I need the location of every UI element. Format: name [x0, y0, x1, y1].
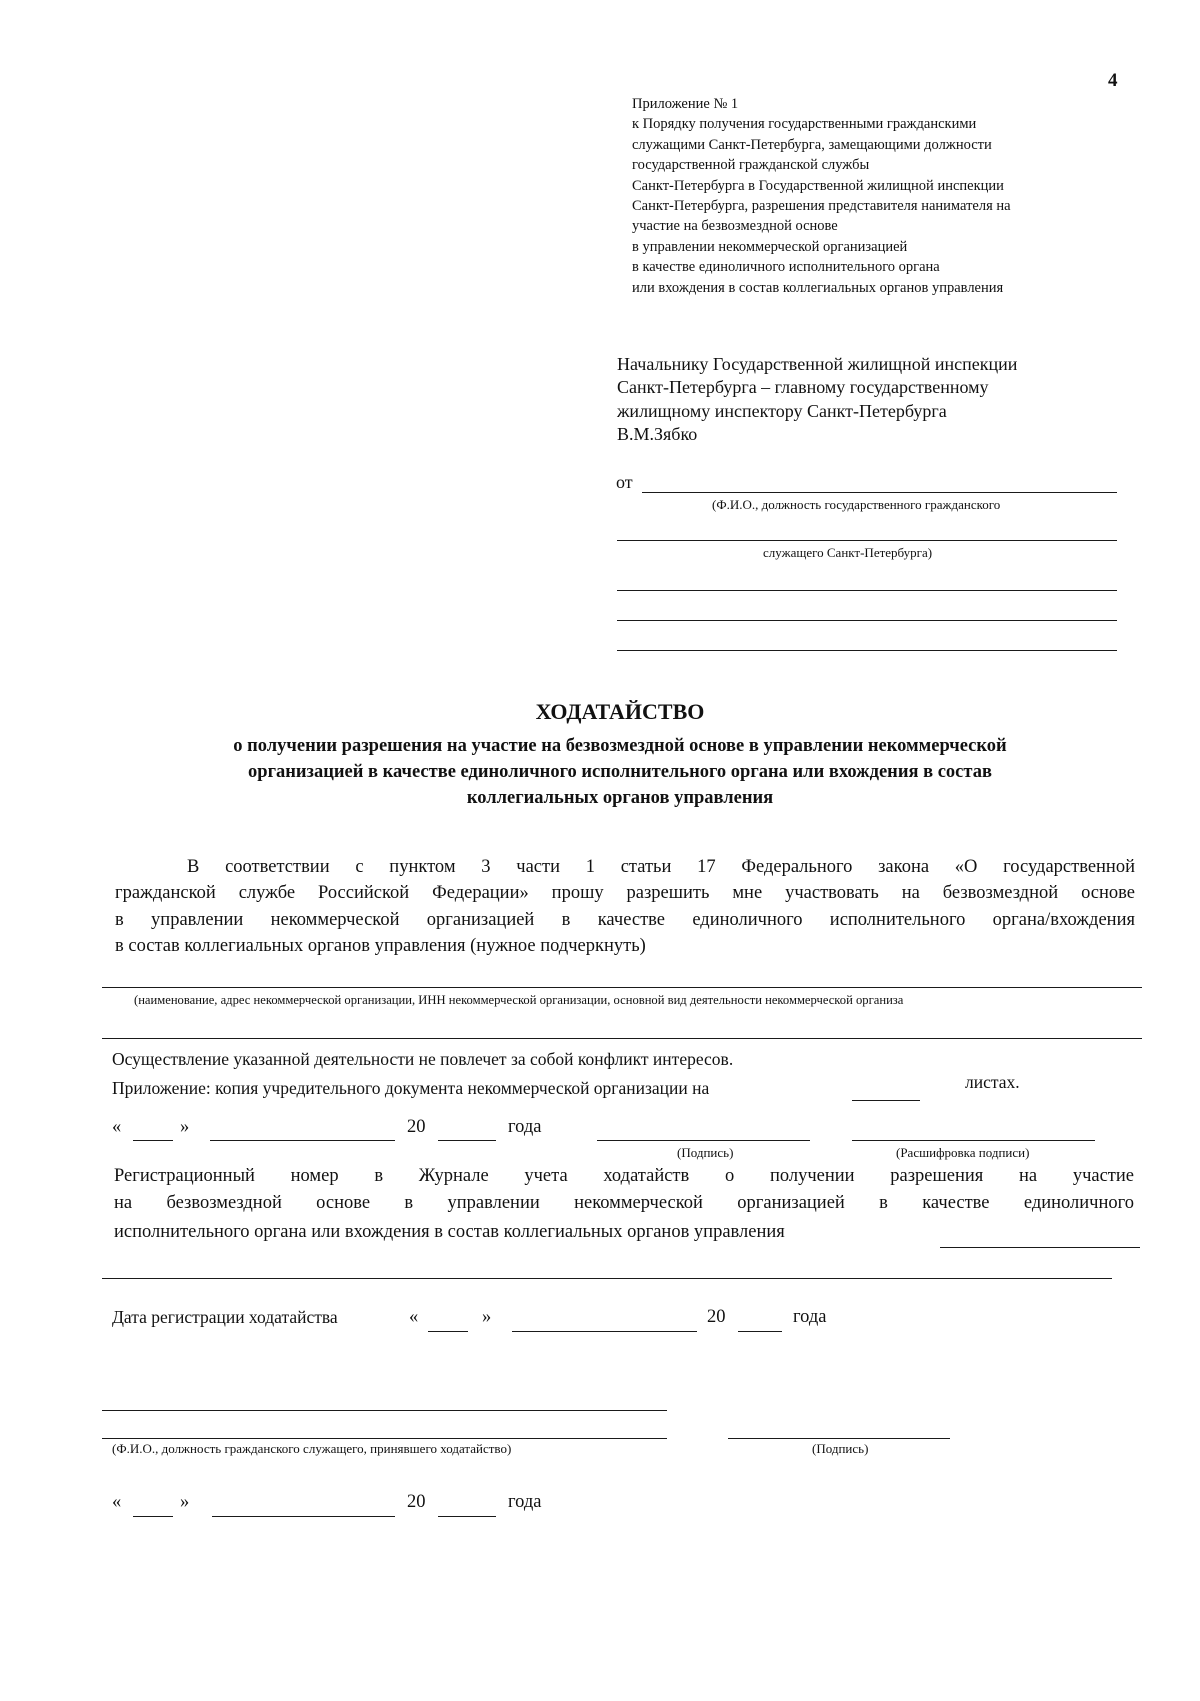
date-year-prefix: 20 [407, 1117, 426, 1137]
registration-block [114, 1163, 1134, 1217]
receiver-signature-caption: (Подпись) [812, 1441, 869, 1456]
request-paragraph [115, 854, 1135, 960]
date-month-field[interactable] [210, 1140, 395, 1141]
addressee-line: В.М.Зябко [617, 424, 698, 445]
signature-decoding-field[interactable] [852, 1140, 1095, 1141]
registration-date-label: Дата регистрации ходатайства [112, 1307, 338, 1327]
date2-year-word: года [508, 1492, 542, 1512]
reg-date-close-quote: » [482, 1307, 492, 1327]
receiver-signature-field[interactable] [728, 1438, 950, 1439]
registration-line: исполнительного органа или вхождения в состав коллегиальных органов управления [114, 1222, 785, 1242]
from-field-line-3[interactable] [617, 590, 1117, 591]
organization-caption: (наименование, адрес некоммерческой организации, ИНН некоммерческой организации, основной вид деятельности некоммерческой организа [134, 993, 904, 1007]
from-field-line-5[interactable] [617, 650, 1117, 651]
from-caption-1: (Ф.И.О., должность государственного гражданского [712, 497, 1001, 512]
appendix-line: государственной гражданской службы [632, 157, 870, 174]
date-year-field[interactable] [438, 1140, 496, 1141]
date2-year-field[interactable] [438, 1516, 496, 1517]
date2-year-prefix: 20 [407, 1492, 426, 1512]
appendix-line: к Порядку получения государственными гражданскими [632, 116, 977, 133]
from-label: от [616, 472, 633, 492]
receiver-name-field[interactable] [102, 1410, 667, 1411]
addressee-line: Санкт-Петербурга – главному государственному [617, 377, 989, 398]
reg-date-open-quote: « [409, 1307, 419, 1327]
appendix-line: Приложение № 1 [632, 96, 739, 112]
from-caption-2: служащего Санкт-Петербурга) [763, 545, 933, 560]
organization-field-line-2[interactable] [102, 1038, 1142, 1039]
registration-number-field-line-2[interactable] [102, 1278, 1112, 1279]
date-close-quote: » [180, 1117, 190, 1137]
reg-date-month-field[interactable] [512, 1331, 697, 1332]
attachment-sheets-field[interactable] [852, 1100, 920, 1101]
from-field-line-4[interactable] [617, 620, 1117, 621]
date-open-quote: « [112, 1117, 122, 1137]
appendix-line: служащими Санкт-Петербурга, замещающими должности [632, 136, 992, 153]
appendix-line: участие на безвозмездной основе [632, 218, 838, 235]
addressee-line: жилищному инспектору Санкт-Петербурга [617, 400, 947, 421]
date2-open-quote: « [112, 1492, 122, 1512]
body-line: в состав коллегиальных органов управления (нужное подчеркнуть) [115, 936, 646, 957]
reg-date-year-word: года [793, 1307, 827, 1327]
signature-field[interactable] [597, 1140, 810, 1141]
appendix-line: или вхождения в состав коллегиальных органов управления [632, 279, 1004, 296]
no-conflict-statement: Осуществление указанной деятельности не повлечет за собой конфликт интересов. [112, 1049, 734, 1069]
from-field-line-2[interactable] [617, 540, 1117, 541]
receiver-caption: (Ф.И.О., должность гражданского служащего, принявшего ходатайство) [112, 1441, 512, 1456]
reg-date-year-prefix: 20 [707, 1307, 726, 1327]
registration-line: на безвозмездной основе в управлении некоммерческой организацией в качестве единоличного [114, 1193, 1134, 1213]
attachment-sheets-label: листах. [965, 1072, 1020, 1092]
date-day-field[interactable] [133, 1140, 173, 1141]
date2-month-field[interactable] [212, 1516, 395, 1517]
from-name-field[interactable] [642, 492, 1117, 493]
appendix-header [632, 94, 1172, 298]
appendix-line: Санкт-Петербурга в Государственной жилищной инспекции [632, 177, 1004, 194]
subtitle-line: коллегиальных органов управления [466, 788, 774, 808]
subtitle-line: организацией в качестве единоличного исполнительного органа или вхождения в состав [248, 762, 992, 782]
date2-close-quote: » [180, 1492, 190, 1512]
body-line: В соответствии с пунктом 3 части 1 статьи 17 Федерального закона «О государственной [187, 857, 1135, 877]
registration-number-field[interactable] [940, 1247, 1140, 1248]
appendix-line: в управлении некоммерческой организацией [632, 238, 908, 255]
appendix-line: в качестве единоличного исполнительного органа [632, 259, 940, 276]
reg-date-year-field[interactable] [738, 1331, 782, 1332]
receiver-name-field-line-2[interactable] [102, 1438, 667, 1439]
signature-caption: (Подпись) [677, 1145, 734, 1160]
attachment-text: Приложение: копия учредительного документа некоммерческой организации на [112, 1078, 710, 1098]
page-number: 4 [1108, 70, 1118, 91]
reg-date-day-field[interactable] [428, 1331, 468, 1332]
subtitle-line: о получении разрешения на участие на безвозмездной основе в управлении некоммерческой [233, 736, 1007, 756]
appendix-line: Санкт-Петербурга, разрешения представителя нанимателя на [632, 198, 1011, 215]
decoding-caption: (Расшифровка подписи) [896, 1145, 1030, 1160]
body-line: в управлении некоммерческой организацией в качестве единоличного исполнительного органа/вхождения [115, 909, 1135, 930]
document-title: ХОДАТАЙСТВО [535, 699, 705, 724]
date2-day-field[interactable] [133, 1516, 173, 1517]
document-subtitle [100, 733, 1140, 811]
organization-field[interactable] [102, 987, 1142, 988]
registration-line: Регистрационный номер в Журнале учета ходатайств о получении разрешения на участие [114, 1166, 1134, 1186]
body-line: гражданской службе Российской Федерации» прошу разрешить мне участвовать на безвозмездной основе [115, 883, 1135, 904]
date-year-word: года [508, 1117, 542, 1137]
addressee-block [617, 353, 1017, 447]
addressee-line: Начальнику Государственной жилищной инспекции [617, 354, 1018, 374]
